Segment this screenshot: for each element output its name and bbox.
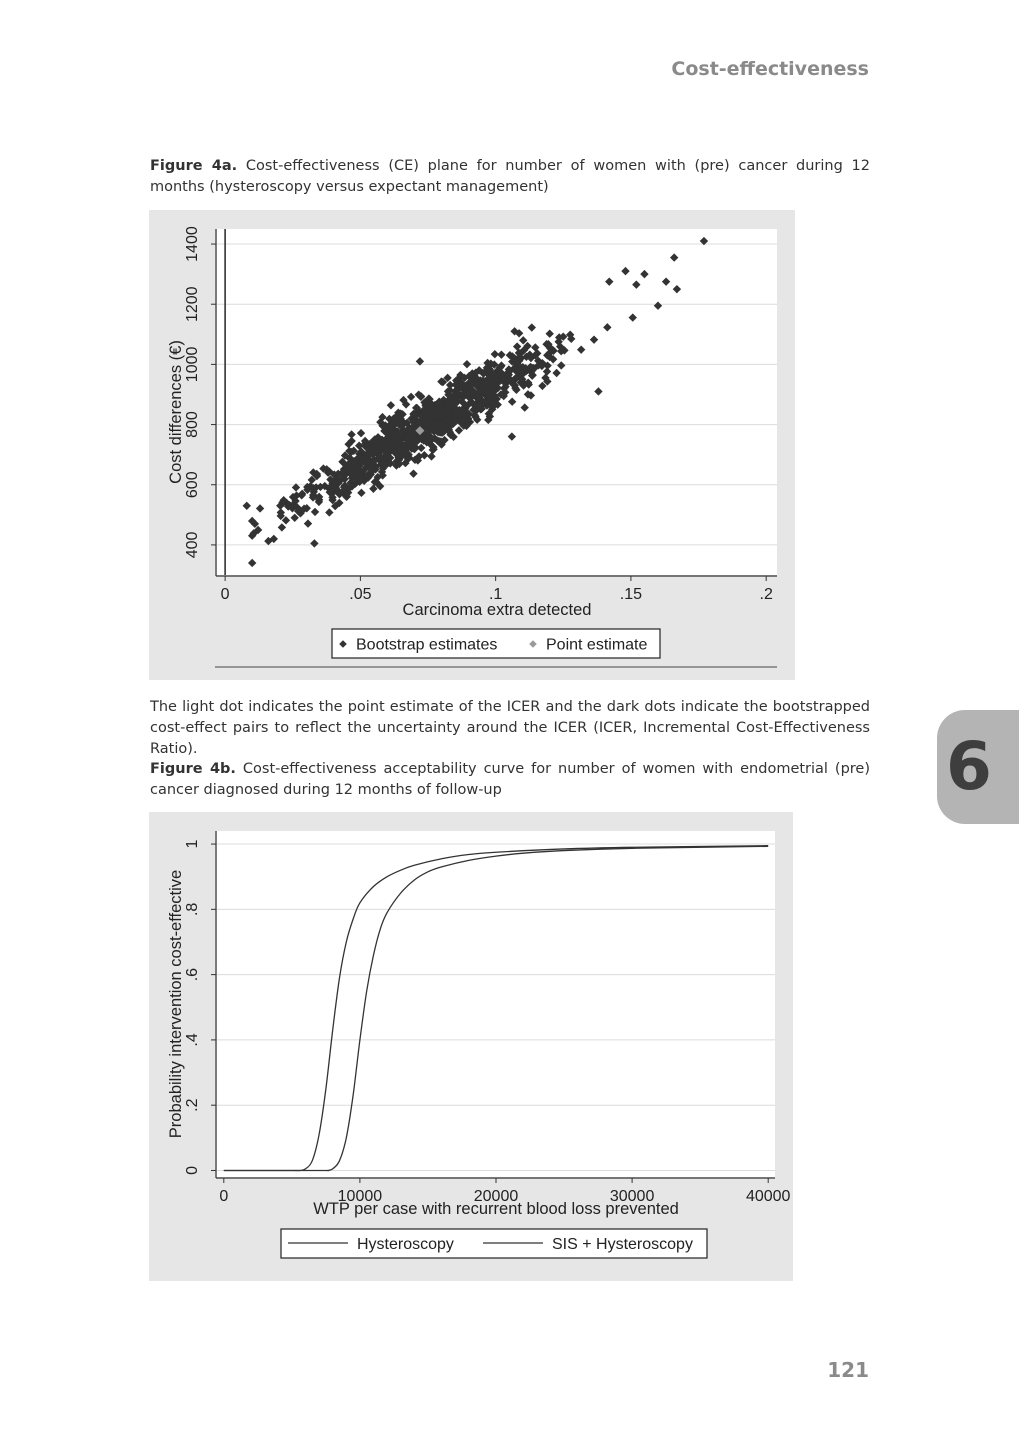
x-tick-label: 40000 bbox=[745, 1188, 791, 1205]
y-tick-label: 400 bbox=[184, 531, 201, 559]
figure-4a-label: Figure 4a. bbox=[150, 158, 238, 174]
y-tick-label: .8 bbox=[184, 902, 201, 917]
legend-label-hysteroscopy: Hysteroscopy bbox=[357, 1236, 454, 1253]
legend-label-bootstrap: Bootstrap estimates bbox=[356, 636, 498, 654]
figure-4b-caption bbox=[150, 759, 870, 801]
y-tick-label: .4 bbox=[184, 1033, 201, 1047]
x-tick-label: .1 bbox=[488, 586, 503, 603]
figure-4a-caption bbox=[150, 156, 870, 198]
y-tick-label: 1 bbox=[184, 839, 201, 849]
y-tick-label: 600 bbox=[184, 471, 201, 499]
y-tick-label: 800 bbox=[184, 411, 201, 438]
x-axis-title: WTP per case with recurrent blood loss prevented bbox=[313, 1200, 679, 1218]
ce-plane-chart bbox=[149, 210, 795, 680]
legend bbox=[281, 1229, 707, 1258]
legend bbox=[332, 629, 660, 658]
x-tick-label: .15 bbox=[619, 586, 643, 603]
legend-label-point-estimate: Point estimate bbox=[546, 636, 648, 654]
plot-region bbox=[217, 831, 775, 1177]
page-number: 121 bbox=[827, 1358, 869, 1382]
y-tick-label: 1000 bbox=[184, 346, 201, 383]
figure-4b-caption-text: Cost-effectiveness acceptability curve for number of women with endometrial (pre) cancer diagnosed during 12 months of follow-up bbox=[150, 761, 870, 798]
y-tick-label: 1200 bbox=[184, 286, 201, 323]
y-tick-label: 0 bbox=[184, 1166, 201, 1175]
y-tick-label: .2 bbox=[184, 1098, 201, 1112]
x-tick-label: 10000 bbox=[337, 1188, 383, 1205]
figure-4a-caption-text: Cost-effectiveness (CE) plane for number of women with (pre) cancer during 12 months (hysteroscopy versus expectant management) bbox=[150, 158, 870, 195]
figure-4b-label: Figure 4b. bbox=[150, 761, 236, 777]
x-tick-label: 20000 bbox=[473, 1188, 519, 1205]
x-tick-label: 0 bbox=[220, 586, 230, 603]
y-tick-label: 1400 bbox=[184, 226, 201, 262]
x-tick-label: .2 bbox=[759, 586, 773, 603]
x-tick-label: 30000 bbox=[609, 1188, 655, 1205]
y-axis-title: Cost differences (€) bbox=[167, 340, 185, 484]
x-axis-title: Carcinoma extra detected bbox=[402, 601, 592, 619]
ce-plane-chart-panel bbox=[149, 210, 795, 680]
y-axis-title: Probability intervention cost-effective bbox=[167, 869, 185, 1139]
running-title: Cost-effectiveness bbox=[671, 58, 869, 80]
legend-label-sis-hysteroscopy: SIS + Hysteroscopy bbox=[552, 1236, 693, 1253]
x-tick-label: 0 bbox=[219, 1188, 229, 1205]
ceac-chart-panel bbox=[149, 812, 793, 1281]
figure-4a-explanation: The light dot indicates the point estimate of the ICER and the dark dots indicate the bootstrapped cost-effect pairs to reflect the uncertainty around the ICER (ICER, Incremental Cost-Effectiveness Ratio). bbox=[150, 699, 870, 757]
ceac-chart bbox=[149, 812, 793, 1281]
x-tick-label: .05 bbox=[349, 586, 372, 603]
y-tick-label: .6 bbox=[184, 967, 201, 982]
chapter-number: 6 bbox=[946, 728, 992, 805]
